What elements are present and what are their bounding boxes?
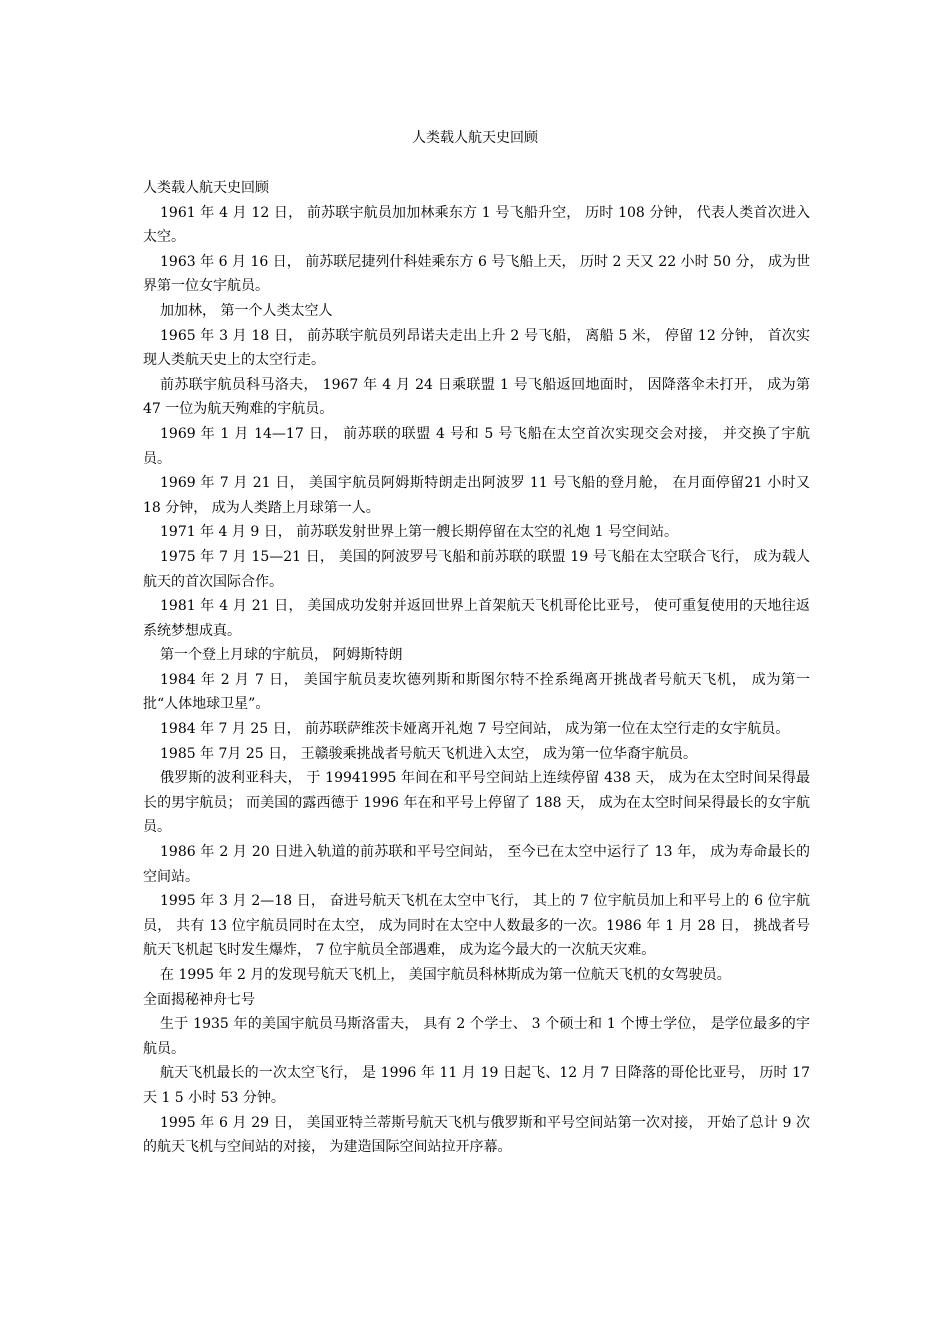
paragraph: 1984 年 2 月 7 日， 美国宇航员麦坎德列斯和斯图尔特不拴系绳离开挑战者号航天飞机， 成为第一批“人体地球卫星”。 xyxy=(143,671,810,713)
paragraph: 1981 年 4 月 21 日， 美国成功发射并返回世界上首架航天飞机哥伦比亚号， 使可重复使用的天地往返系统梦想成真。 xyxy=(143,598,810,639)
paragraph: 航天飞机最长的一次太空飞行， 是 1996 年 11 月 19 日起飞、12 月 7 日降落的哥伦比亚号， 历时 17 天 1 5 小时 53 分钟。 xyxy=(143,1065,810,1106)
paragraph: 1985 年 7月 25 日， 王赣骏乘挑战者号航天飞机进入太空， 成为第一位华裔宇航员。 xyxy=(160,745,698,762)
document-body xyxy=(143,176,810,1160)
paragraph: 加加林， 第一个人类太空人 xyxy=(160,302,333,319)
document-title: 人类载人航天史回顾 xyxy=(412,130,538,146)
paragraph: 第一个登上月球的宇航员， 阿姆斯特朗 xyxy=(160,647,403,664)
paragraph: 1984 年 7 月 25 日， 前苏联萨维茨卡娅离开礼炮 7 号空间站， 成为第一位在太空行走的女宇航员。 xyxy=(160,721,790,738)
paragraph: 在 1995 年 2 月的发现号航天飞机上， 美国宇航员科林斯成为第一位航天飞机的女驾驶员。 xyxy=(160,967,731,983)
paragraph: 1969 年 7 月 21 日， 美国宇航员阿姆斯特朗走出阿波罗 11 号飞船的登月舱， 在月面停留21 小时又 18 分钟， 成为人类踏上月球第一人。 xyxy=(143,475,810,516)
paragraph: 1986 年 2 月 20 日进入轨道的前苏联和平号空间站， 至今已在太空中运行了 13 年， 成为寿命最长的空间站。 xyxy=(143,844,810,885)
paragraph: 1995 年 6 月 29 日， 美国亚特兰蒂斯号航天飞机与俄罗斯和平号空间站第一次对接， 开始了总计 9 次的航天飞机与空间站的对接， 为建造国际空间站拉开序幕。 xyxy=(143,1114,810,1156)
paragraph: 生于 1935 年的美国宇航员马斯洛雷夫， 具有 2 个学士、 3 个硕士和 1 个博士学位， 是学位最多的宇航员。 xyxy=(143,1016,810,1057)
paragraph: 1975 年 7 月 15—21 日， 美国的阿波罗号飞船和前苏联的联盟 19 号飞船在太空联合飞行， 成为载人航天的首次国际合作。 xyxy=(143,548,810,590)
paragraph: 1971 年 4 月 9 日， 前苏联发射世界上第一艘长期停留在太空的礼炮 1 号空间站。 xyxy=(160,524,678,541)
paragraph: 全面揭秘神舟七号 xyxy=(143,991,255,1008)
paragraph: 前苏联宇航员科马洛夫， 1967 年 4 月 24 日乘联盟 1 号飞船返回地面时， 因降落伞未打开， 成为第 47 一位为航天殉难的宇航员。 xyxy=(143,376,810,418)
paragraph: 1961 年 4 月 12 日， 前苏联宇航员加加林乘东方 1 号飞船升空， 历时 108 分钟， 代表人类首次进入太空。 xyxy=(143,204,810,246)
paragraph: 1969 年 1 月 14—17 日， 前苏联的联盟 4 号和 5 号飞船在太空首次实现交会对接， 并交换了宇航员。 xyxy=(143,425,810,467)
paragraph: 俄罗斯的波利亚科夫， 于 19941995 年间在和平号空间站上连续停留 438 天， 成为在太空时间呆得最长的男宇航员； 而美国的露西德于 1996 年在和平号上停留了 188 天， 成为在太空时间呆得最长的女宇航员。 xyxy=(143,770,810,836)
paragraph: 1963 年 6 月 16 日， 前苏联尼捷列什科娃乘东方 6 号飞船上天， 历时 2 天又 22 小时 50 分， 成为世界第一位女宇航员。 xyxy=(143,253,810,295)
paragraph: 人类载人航天史回顾 xyxy=(143,180,269,196)
paragraph: 1965 年 3 月 18 日， 前苏联宇航员列昂诺夫走出上升 2 号飞船， 离船 5 米， 停留 12 分钟， 首次实现人类航天史上的太空行走。 xyxy=(143,327,810,369)
paragraph: 1995 年 3 月 2—18 日， 奋进号航天飞机在太空中飞行， 其上的 7 位宇航员加上和平号上的 6 位宇航员， 共有 13 位宇航员同时在太空， 成为同时在太空中人数最多的一次。1986 年 1 月 28 日， 挑战者号航天飞机起飞时发生爆炸， 7 位宇航员全部遇难， 成为迄今最大的一次航天灾难。 xyxy=(143,893,810,959)
